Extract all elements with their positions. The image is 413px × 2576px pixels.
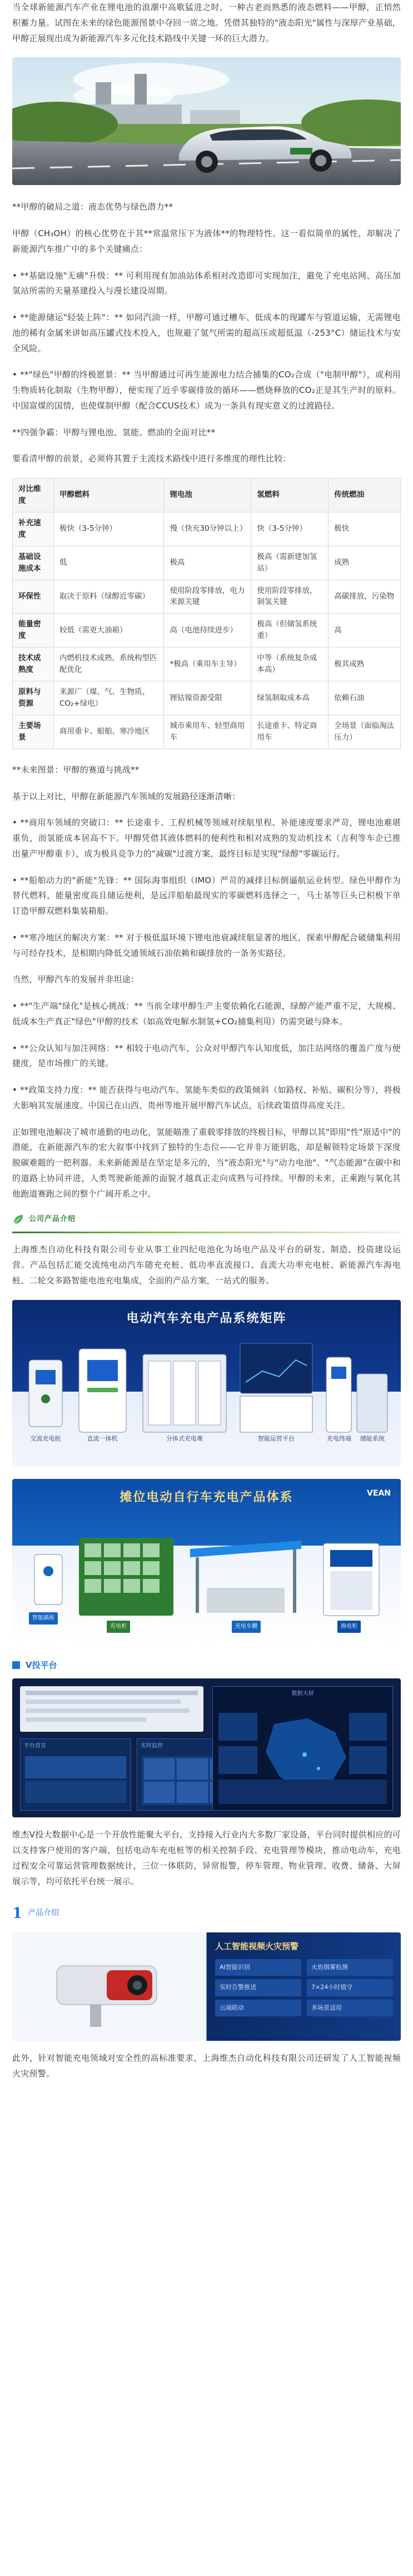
bullet-storage-transport: • **能源储运"轻装上阵"：** 如同汽油一样，甲醇可通过槽车、低成本的现罐车与管道运输，无需锂电池的稀有金属来讲如高压罐式技术投入，也规避了氢气所需的超高压或超低温（-253°C）储运技术与安全风险。 — [12, 312, 401, 353]
e-bike-charger-product-banner — [12, 1479, 401, 1646]
table-cell: 极高（但储氢系统重） — [251, 614, 329, 647]
table-row — [13, 512, 401, 546]
table-cell: 极快（3-5分钟） — [54, 512, 164, 546]
row-header: 主要场景 — [13, 715, 54, 749]
battery-swap-cabinet-icon — [324, 1543, 379, 1616]
heading-comparison: **四强争霸：甲醇与锂电池、氢能、燃油的全面对比** — [12, 427, 216, 437]
company-section-label: 公司产品介绍 — [29, 1215, 76, 1224]
feature-item: AI智能识别 — [215, 1959, 301, 1976]
v-platform-heading — [12, 1658, 401, 1673]
table-cell: 快（3-5分钟） — [251, 512, 329, 546]
bullet-commercial-vehicles: • **商用车领域的突破口：** 长途重卡、工程机械等领域对续航里程、补能速度要求严苛，锂电池难堪重负，而氢能成本居高不下。甲醇凭借其液体燃料的便利性和相对成熟的发动机技术（吉利等车企已推出量产甲醇重卡），成为极具竞争力的"减碳"过渡方案，最终目标是实现"绿醇"零碳运行。 — [12, 818, 401, 859]
row-header: 原料与资源 — [13, 681, 54, 715]
heading-methanol-advantage: **甲醇的破局之道：液态优势与绿色潜力** — [12, 202, 173, 212]
company-section-tag — [12, 1213, 401, 1226]
product-chip: 换电柜 — [337, 1621, 361, 1633]
leaf-icon — [12, 1213, 24, 1225]
table-cell: 来源广（煤、气、生物质、CO₂+绿电） — [54, 681, 164, 715]
table-row — [13, 647, 401, 681]
row-header: 环保性 — [13, 580, 54, 614]
table-cell: *极高（乘用车主导） — [164, 647, 251, 681]
dashboard-map-icon — [213, 1702, 392, 1811]
screen-label: 数据大屏 — [291, 1691, 314, 1697]
product-section-label: 产品介绍 — [28, 1909, 59, 1918]
table-cell: 取决于原料（绿醇近零碳） — [54, 580, 164, 614]
ev-banner-title: 电动汽车充电产品系统矩阵 — [126, 1311, 287, 1326]
product-intro-heading — [12, 1900, 401, 1927]
row-header: 技术成熟度 — [13, 647, 54, 681]
table-cell: 依赖石油 — [329, 681, 401, 715]
feature-item: 实时告警推送 — [215, 1979, 301, 1996]
row-header: 能量密度 — [13, 614, 54, 647]
charging-terminal-icon — [326, 1357, 387, 1432]
banner-caption: 储能系统 — [360, 1434, 385, 1442]
table-cell: 极快 — [329, 512, 401, 546]
product-section-number: 1 — [12, 1905, 23, 1922]
dc-charger-icon — [79, 1349, 126, 1432]
platform-screen-dashboard — [212, 1686, 393, 1811]
ev-charger-product-banner — [12, 1300, 401, 1467]
hero-image-methanol-car — [12, 57, 401, 185]
row-header: 基础设施成本 — [13, 546, 54, 580]
column-header: 传统燃油 — [329, 479, 401, 512]
table-cell: 中等（系统复杂成本高） — [251, 647, 329, 681]
section-divider — [12, 1232, 401, 1233]
platform-screen-home — [20, 1738, 131, 1811]
bullet-policy-support: • **政策支持力度：** 能否获得与电动汽车、氢能车类似的政策倾斜（如路权、补贴、碳积分等），将极大影响其发展速度。中国已在山西、贵州等地开展甲醇汽车试点，后续政策值得高度关注。 — [12, 1085, 401, 1110]
table-cell: 高（电池持续进步） — [164, 614, 251, 647]
paragraph-liquid-property: 甲醇（CH₃OH）的核心优势在于其**常温常压下为液体**的物理特性。这一看似简单的属性，却解决了新能源汽车推广中的多个关键痛点： — [12, 228, 401, 254]
paragraph-future-intro: 基于以上对比，甲醇在新能源汽车领域的发展路径逐渐清晰： — [12, 791, 241, 801]
fire-warning-feature-list — [215, 1939, 393, 2016]
table-row — [13, 614, 401, 647]
smart-socket-icon — [34, 1554, 62, 1605]
table-cell: 慢（快充30分钟以上） — [164, 512, 251, 546]
heading-marker-icon — [12, 1661, 20, 1669]
v-platform-screenshots — [12, 1678, 401, 1817]
banner-caption: 充电终端 — [327, 1434, 351, 1442]
banner-caption: 智能运营平台 — [258, 1434, 295, 1442]
paragraph-conclusion: 正如锂电池解决了城市通勤的电动化，氢能瞄准了重载零排放的终极目标，甲醇以其"即用"性"原适中"的潜能，在新能源汽车的宏大叙事中找到了独特的生态位——它并非万能钥匙，却是解锁特定场景下深度脱碳难题的一把利器。未来新能源是在坚定是多元的，当"液态阳光"与"动力电池"、"气态能源"在碳中和的道路上协同并进，人类驾驶新能源的面貌才越真正走向成熟与可持续。甲醇的未来，正乘跑与氧化其他跑道赛跑之间的整个广阔开系之中。 — [12, 1127, 401, 1199]
table-cell: 绿氢制取成本高 — [251, 681, 329, 715]
table-cell: 使用阶段零排放，电力来源关键 — [164, 580, 251, 614]
charging-shed-icon — [190, 1541, 301, 1613]
table-row — [13, 681, 401, 715]
ai-camera-icon — [23, 1932, 201, 2041]
table-cell: 城市乘用车、轻型商用车 — [164, 715, 251, 749]
charging-cabinet-icon — [79, 1538, 173, 1616]
product-chip: 充电柜 — [107, 1621, 130, 1633]
e-bike-banner-title: 摊位电动自行车充电产品体系 — [120, 1490, 293, 1504]
table-cell: 使用阶段零排放，制氢关键 — [251, 580, 329, 614]
charging-stack-icon — [143, 1354, 226, 1432]
fire-warning-product-panel — [12, 1932, 401, 2041]
bullet-green-methanol: • **"绿色"甲醇的终极愿景：** 当甲醇通过可再生能源电力结合捕集的CO₂合成（"电制甲醇"），或利用生物质转化制取（生物甲醇），便实现了近乎零碳排放的循环——燃烧释放的CO₂正是其生产时的原料。中国富煤的国情，也使煤制甲醇（配合CCUS技术）成为一条具有现实意义的过渡路径。 — [12, 370, 401, 411]
ac-charger-icon — [29, 1360, 62, 1427]
table-cell: 商用重卡、船舶、寒冷地区 — [54, 715, 164, 749]
table-row — [13, 580, 401, 614]
product-chip: 充电车棚 — [232, 1621, 261, 1633]
table-cell: 长途重卡、特定商用车 — [251, 715, 329, 749]
bullet-public-awareness: • **公众认知与加注网络：** 相较于电动汽车，公众对甲醇汽车认知度低，加注站网络的覆盖广度与便捷度，是市场推广的关键。 — [12, 1043, 401, 1069]
feature-item: 火焰烟雾检测 — [307, 1959, 393, 1976]
v-platform-title: V投平台 — [26, 1660, 57, 1670]
platform-intro-panel — [20, 1686, 203, 1732]
screen-label: 平台首页 — [24, 1743, 46, 1750]
table-cell: 较低（需更大油箱） — [54, 614, 164, 647]
column-header: 对比维度 — [13, 479, 54, 512]
table-cell: 成熟 — [329, 546, 401, 580]
feature-item: 多场景适用 — [307, 2000, 393, 2016]
table-row — [13, 546, 401, 580]
screen-label: 实时监控 — [141, 1743, 163, 1750]
row-header: 补充速度 — [13, 512, 54, 546]
table-cell: 全场景（面临淘汰压力） — [329, 715, 401, 749]
table-cell: 内燃机技术成熟，系统构型匹配优化 — [54, 647, 164, 681]
column-header: 甲醇燃料 — [54, 479, 164, 512]
product-chip: 智能插座 — [29, 1612, 58, 1625]
table-cell: 高碳排放，污染物 — [329, 580, 401, 614]
panel-title: 人工智能视频火灾预警 — [215, 1941, 299, 1952]
closing-paragraph: 此外，针对智能充电领域对安全性的高标准要求，上海维杰自动化科技有限公司还研发了人工智能视频火灾预警。 — [12, 2053, 401, 2079]
bullet-green-production: • **"生产端"绿化"是核心挑战：** 当前全球甲醇生产主要依赖化石能源，绿醇产能严重不足，大规模、低成本生产真正"绿色"甲醇的技术（如高效电解水制氢+CO₂捕集利用）仍需突破与降本。 — [12, 1001, 401, 1027]
bullet-shipping: • **船舶动力的"新能"先锋：** 国际海事组织（IMO）严苛的减排目标倒逼航运业转型。绿色甲醇作为替代燃料，能量密度高且储运便利，是远洋船舶最现实的零碳燃料选择之一，马士基等巨头已积极下单订造甲醇双燃料集装箱船。 — [12, 875, 401, 916]
column-header: 氢燃料 — [251, 479, 329, 512]
company-description: 上海维杰自动化科技有限公司专业从事工业四纪电池化为场电产品及平台的研发、制造、投资建设运营。产品包括汇能交流纯电动汽车随充充桩、低功率直流接口、直流大功率充电桩、新能源汽车海电桩、二轮交多路智能电池充电集成，全面的产品方案，一站式的服务。 — [12, 1244, 401, 1285]
charger-products-illustration — [12, 1327, 401, 1466]
heading-future: **未来图景：甲醇的赛道与挑战** — [12, 764, 140, 775]
v-platform-description: 维杰V投大数据中心是一个开放性能聚大平台，支持接入行业内大多数厂家设备，平台同时提供相应的可以支持客户使用的客户端，包括电动车充电桩等的相关控制手段、充电管理等模块，推动电动车，充电过程安全可靠运营管理数据统计，三位一体联防，异常报警，停车管理、物业管理、收费、储备、大屏展示等，均可依托平台统一展示。 — [12, 1830, 401, 1886]
banner-caption: 分体式充电堆 — [166, 1434, 203, 1442]
table-cell: 极高 — [164, 546, 251, 580]
table-cell: 锂钴镍资源受限 — [164, 681, 251, 715]
paragraph-comparison-intro: 要看清甲醇的前景，必须将其置于主流技术路线中进行多维度的理性比较： — [12, 454, 291, 464]
table-cell: 高 — [329, 614, 401, 647]
paragraph-challenges-intro: 当然，甲醇汽车的发展并非坦途： — [12, 974, 140, 985]
table-row — [13, 715, 401, 749]
comparison-table — [12, 478, 401, 749]
banner-caption: 直流一体机 — [87, 1434, 118, 1442]
intro-paragraph: 当全球新能源汽车产业在锂电池的浪潮中高歌猛进之时，一种古老而熟悉的液态燃料——甲醇，正悄然积蓄力量。试图在未来的绿色能源图景中夺回一席之地。凭借其独特的"液态阳光"属性与深厚产业基础，甲醇正展现出成为新能源汽车多元化技术路线中关键一环的巨大潜力。 — [12, 2, 401, 43]
column-header: 锂电池 — [164, 479, 251, 512]
bullet-infrastructure: • **基础设施"无痛"升级：** 可利用现有加油站体系相对改造即可实现加注，避免了充电站网、高压加氢站所需的天量基建投入与漫长建设周期。 — [12, 270, 401, 296]
platform-screen-icon — [240, 1343, 312, 1432]
bullet-cold-regions: • **寒冷地区的解决方案：** 对于极低温环境下锂电池衰减续航显著的地区，探索甲醇配合破储集利用与可经存技术，是相期内降低交通领域石油依赖和碳排放的一条务实路径。 — [12, 932, 401, 958]
table-cell: 极高（需新建加氢站） — [251, 546, 329, 580]
table-cell: 低 — [54, 546, 164, 580]
banner-caption: 交流充电桩 — [30, 1434, 61, 1442]
table-cell: 极其成熟 — [329, 647, 401, 681]
table-header-row — [13, 479, 401, 512]
brand-logo: VEAN — [367, 1488, 391, 1498]
feature-item: 云端联动 — [215, 2000, 301, 2016]
feature-item: 7×24小时值守 — [307, 1979, 393, 1996]
